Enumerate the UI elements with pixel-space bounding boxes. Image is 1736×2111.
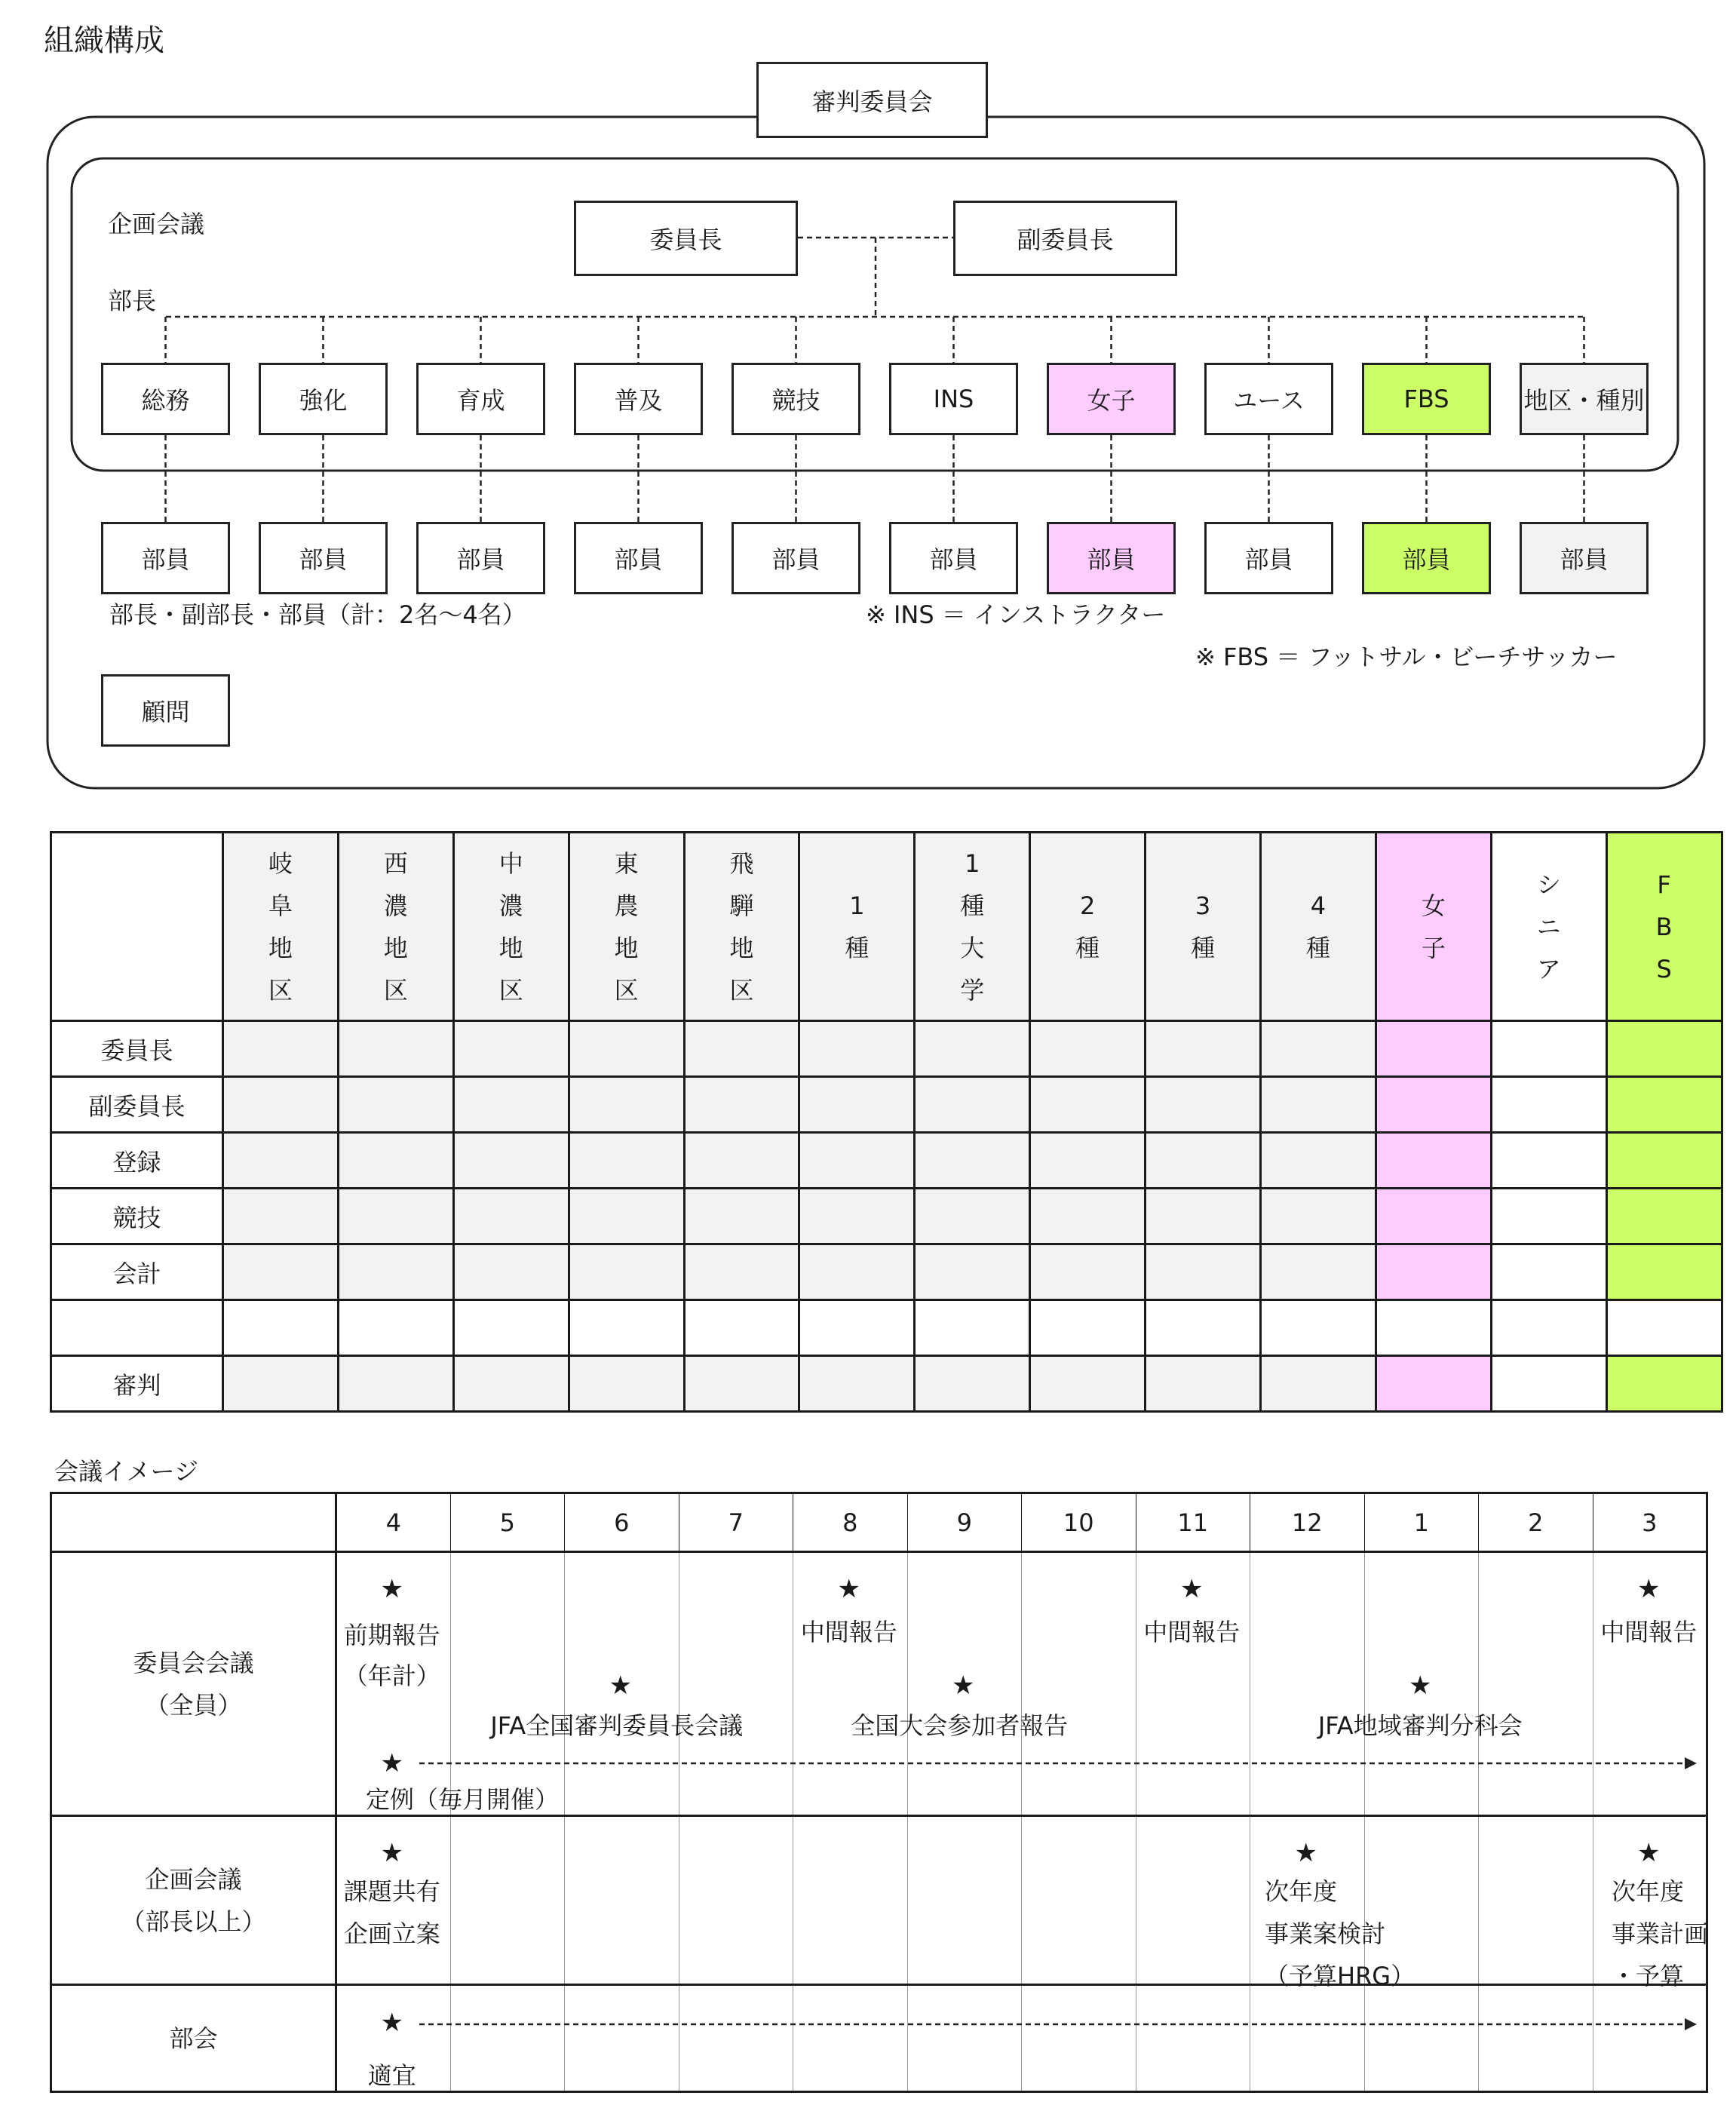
roles-cell: [1376, 1244, 1491, 1300]
roles-cell: [223, 1244, 339, 1300]
vice-chair-label: 副委員長: [1017, 226, 1114, 254]
roles-cell: [1376, 1077, 1491, 1133]
dept-chiku-shubetsu-member-box: [1520, 522, 1649, 594]
roles-cell: [799, 1021, 915, 1077]
member-label: 部員: [1087, 545, 1136, 574]
roles-cell: [1146, 1300, 1261, 1356]
star-icon: ★: [1409, 1671, 1432, 1701]
jfa-regional-meeting-label: JFA地域審判分科会: [1317, 1711, 1523, 1740]
roles-cell: [453, 1356, 569, 1412]
roles-cell: [1491, 1133, 1606, 1189]
members-note: 部長・副部長・部員（計：2名〜4名）: [109, 600, 526, 629]
roles-cell: [338, 1244, 453, 1300]
dept-somu-box: [101, 363, 230, 435]
schedule-cell: [336, 1552, 451, 1816]
roles-header-row: [51, 833, 1722, 1021]
planning-dec-label: （予算HRG）: [1265, 1962, 1415, 1990]
member-label: 部員: [1560, 545, 1609, 574]
planning-meeting-label: 企画会議: [108, 210, 205, 238]
schedule-row-label: 企画会議: [145, 1864, 242, 1894]
roles-cell: [1146, 1077, 1261, 1133]
dept-fbs-box: [1362, 363, 1491, 435]
roles-cell: [453, 1133, 569, 1189]
roles-column-header: [453, 833, 569, 1021]
schedule-cell: [907, 1552, 1022, 1816]
schedule-cell: [336, 1816, 451, 1985]
roles-column-header-text: 西濃地区: [383, 848, 408, 1005]
member-label: 部員: [929, 545, 978, 574]
roles-cell: [799, 1244, 915, 1300]
roles-cell: [1376, 1300, 1491, 1356]
roles-cell: [799, 1133, 915, 1189]
roles-column-header: [1376, 833, 1491, 1021]
roles-cell: [1030, 1133, 1146, 1189]
month-header: 9: [907, 1493, 1022, 1552]
schedule-cell: [565, 1816, 679, 1985]
roles-cell: [223, 1077, 339, 1133]
planning-mar-label: 次年度: [1612, 1877, 1685, 1906]
roles-cell: [684, 1189, 799, 1244]
annual-plan-label: （年計）: [343, 1661, 440, 1690]
schedule-row-header: [51, 1985, 336, 2092]
roles-cell: [1261, 1356, 1376, 1412]
department-head-label: 部長: [108, 287, 157, 315]
schedule-cell: [793, 1985, 908, 2092]
roles-column-header: [799, 833, 915, 1021]
schedule-cell: [1136, 1985, 1250, 2092]
roles-column-header: [338, 833, 453, 1021]
schedule-row-header: [51, 1816, 336, 1985]
star-icon: ★: [1180, 1574, 1204, 1604]
roles-cell: [338, 1133, 453, 1189]
roles-cell: [915, 1133, 1030, 1189]
roles-cell: [1030, 1244, 1146, 1300]
member-label: 部員: [299, 545, 348, 574]
roles-cell: [684, 1300, 799, 1356]
chair-label: 委員長: [649, 226, 722, 254]
schedule-cell: [679, 1985, 793, 2092]
dept-joshi-member-box: [1047, 522, 1176, 594]
roles-column-header: [1146, 833, 1261, 1021]
roles-column-header-text: 1種: [845, 891, 870, 962]
month-header: 5: [450, 1493, 565, 1552]
roles-column-header: [1491, 833, 1606, 1021]
roles-cell: [1491, 1077, 1606, 1133]
schedule-cell: [1593, 1816, 1707, 1985]
roles-column-header-text: 東農地区: [614, 848, 639, 1005]
regular-meeting-label: 定例（毎月開催）: [366, 1785, 560, 1814]
star-icon: ★: [380, 1838, 403, 1868]
schedule-row-committee: [51, 1552, 1707, 1816]
month-header: 11: [1136, 1493, 1250, 1552]
planning-mar-label: ・予算: [1612, 1962, 1685, 1990]
schedule-cell: [679, 1816, 793, 1985]
planning-apr-label: 課題共有: [343, 1877, 440, 1906]
roles-cell: [915, 1244, 1030, 1300]
star-icon: ★: [1637, 1574, 1661, 1604]
roles-column-header-text: 3種: [1191, 891, 1216, 962]
planning-dec-label: 事業案検討: [1265, 1919, 1386, 1948]
roles-column-header: [1030, 833, 1146, 1021]
dept-ins-box: [889, 363, 1018, 435]
roles-row: [51, 1133, 1722, 1189]
member-label: 部員: [1402, 545, 1451, 574]
dept-kyoka-box: [259, 363, 388, 435]
roles-cell: [569, 1077, 684, 1133]
vice-chair-box: [953, 201, 1177, 276]
roles-cell: [1491, 1021, 1606, 1077]
roles-cell: [1030, 1300, 1146, 1356]
roles-cell: [338, 1356, 453, 1412]
roles-cell: [338, 1077, 453, 1133]
star-icon: ★: [1294, 1838, 1317, 1868]
schedule-cell: [1136, 1552, 1250, 1816]
roles-cell: [1261, 1244, 1376, 1300]
roles-cell: [569, 1244, 684, 1300]
early-report-label: 前期報告: [343, 1621, 440, 1649]
roles-cell: [223, 1300, 339, 1356]
schedule-row-label: 委員会会議: [133, 1648, 254, 1677]
dept-kyoka-label: 強化: [299, 386, 348, 415]
star-icon: ★: [1637, 1838, 1661, 1868]
roles-cell: [1261, 1077, 1376, 1133]
roles-cell: [453, 1077, 569, 1133]
roles-cell: [799, 1300, 915, 1356]
dept-kyoka-member-box: [259, 522, 388, 594]
roles-cell: [569, 1189, 684, 1244]
roles-cell: [915, 1021, 1030, 1077]
schedule-cell: [1022, 1552, 1136, 1816]
roles-row-header: 委員長: [51, 1021, 223, 1077]
dept-youth-label: ユース: [1233, 386, 1305, 415]
roles-cell: [684, 1077, 799, 1133]
schedule-cell: [1250, 1552, 1365, 1816]
roles-cell: [453, 1021, 569, 1077]
schedule-cell: [679, 1552, 793, 1816]
roles-row-header: 登録: [51, 1133, 223, 1189]
schedule-cell: [1364, 1985, 1479, 2092]
roles-row: [51, 1356, 1722, 1412]
roles-cell: [1491, 1189, 1606, 1244]
roles-cell: [684, 1356, 799, 1412]
schedule-cell: [1479, 1985, 1593, 2092]
month-header: 8: [793, 1493, 908, 1552]
roles-cell: [569, 1133, 684, 1189]
schedule-cell: [907, 1985, 1022, 2092]
roles-cell: [1030, 1189, 1146, 1244]
roles-row: [51, 1189, 1722, 1244]
roles-column-header-text: 飛騨地区: [729, 848, 754, 1005]
roles-column-header: [684, 833, 799, 1021]
roles-cell: [569, 1356, 684, 1412]
roles-row: [51, 1244, 1722, 1300]
roles-cell: [915, 1356, 1030, 1412]
roles-column-header-text: 4種: [1305, 891, 1330, 962]
schedule-cell: [336, 1985, 451, 2092]
roles-cell: [1606, 1021, 1722, 1077]
dept-kyogi-box: [732, 363, 860, 435]
national-report-label: 全国大会参加者報告: [851, 1711, 1069, 1740]
page-title: 組織構成: [44, 23, 164, 58]
star-icon: ★: [380, 2008, 403, 2038]
roles-column-header-text: 女子: [1421, 891, 1446, 962]
schedule-cell: [793, 1552, 908, 1816]
schedule-cell: [907, 1816, 1022, 1985]
schedule-cell: [450, 1985, 565, 2092]
roles-cell: [1491, 1300, 1606, 1356]
dept-fukyu-box: [574, 363, 703, 435]
roles-cell: [1146, 1244, 1261, 1300]
roles-row-header: 会計: [51, 1244, 223, 1300]
star-icon: ★: [952, 1671, 975, 1701]
roles-column-header-text: 1種大学: [960, 848, 985, 1005]
roles-cell: [453, 1244, 569, 1300]
roles-cell: [453, 1189, 569, 1244]
roles-cell: [338, 1021, 453, 1077]
member-label: 部員: [614, 545, 663, 574]
roles-cell: [915, 1077, 1030, 1133]
schedule-cell: [1250, 1816, 1365, 1985]
roles-cell: [684, 1021, 799, 1077]
schedule-cell: [1479, 1552, 1593, 1816]
jfa-chairs-meeting-label: JFA全国審判委員長会議: [490, 1711, 744, 1740]
ins-note: ※ INS ＝ インストラクター: [866, 600, 1166, 629]
dept-youth-member-box: [1204, 522, 1333, 594]
roles-cell: [1491, 1244, 1606, 1300]
month-header: 2: [1479, 1493, 1593, 1552]
roles-cell: [223, 1133, 339, 1189]
schedule-cell: [1022, 1816, 1136, 1985]
dept-ikusei-box: [416, 363, 545, 435]
star-icon: ★: [380, 1574, 403, 1604]
meeting-section-title: 会議イメージ: [54, 1457, 199, 1486]
dept-ins-label: INS: [933, 385, 974, 413]
meeting-schedule-table: [50, 1492, 1708, 2093]
schedule-cell: [565, 1552, 679, 1816]
month-header: 12: [1250, 1493, 1365, 1552]
schedule-cell: [1364, 1816, 1479, 1985]
dept-ins-member-box: [889, 522, 1018, 594]
dept-fukyu-member-box: [574, 522, 703, 594]
advisor-label: 顧問: [141, 698, 190, 726]
member-label: 部員: [1244, 545, 1293, 574]
roles-cell: [1376, 1133, 1491, 1189]
planning-apr-label: 企画立案: [343, 1919, 440, 1948]
roles-cell: [1261, 1300, 1376, 1356]
month-header: 1: [1364, 1493, 1479, 1552]
dept-fbs-label: FBS: [1403, 385, 1449, 413]
roles-cell: [915, 1189, 1030, 1244]
roles-cell: [1261, 1021, 1376, 1077]
roles-column-header: [1606, 833, 1722, 1021]
mid-report-label: 中間報告: [800, 1618, 897, 1646]
month-header: 6: [565, 1493, 679, 1552]
month-header: 7: [679, 1493, 793, 1552]
schedule-cell: [1364, 1552, 1479, 1816]
roles-cell: [1606, 1300, 1722, 1356]
star-icon: ★: [609, 1671, 632, 1701]
dept-ikusei-member-box: [416, 522, 545, 594]
member-label: 部員: [141, 545, 190, 574]
roles-column-header-text: 2種: [1075, 891, 1100, 962]
schedule-header-row: [51, 1493, 1707, 1552]
roles-cell: [1030, 1077, 1146, 1133]
advisor-box: [101, 674, 230, 747]
as-needed-label: 適宜: [367, 2061, 416, 2090]
dept-kyogi-member-box: [732, 522, 860, 594]
schedule-row-planning: [51, 1816, 1707, 1985]
roles-cell: [223, 1189, 339, 1244]
roles-column-header: [223, 833, 339, 1021]
fbs-note: ※ FBS ＝ フットサル・ビーチサッカー: [1195, 643, 1618, 671]
schedule-cell: [1593, 1552, 1707, 1816]
roles-cell: [1030, 1356, 1146, 1412]
schedule-cell: [1136, 1816, 1250, 1985]
roles-row: [51, 1300, 1722, 1356]
roles-cell: [1376, 1021, 1491, 1077]
roles-cell: [1146, 1021, 1261, 1077]
planning-mar-label: 事業計画: [1612, 1919, 1709, 1948]
roles-cell: [1030, 1021, 1146, 1077]
month-header: 4: [336, 1493, 451, 1552]
chair-box: [574, 201, 798, 276]
roles-column-header-text: シニア: [1536, 870, 1561, 983]
schedule-row-label: 部会: [169, 2024, 218, 2053]
roles-cell: [453, 1300, 569, 1356]
roles-column-header-text: 岐阜地区: [268, 848, 293, 1005]
roles-cell: [1606, 1077, 1722, 1133]
roles-cell: [915, 1300, 1030, 1356]
roles-row: [51, 1077, 1722, 1133]
dept-kyogi-label: 競技: [771, 386, 820, 415]
committee-box: [756, 62, 988, 138]
roles-cell: [223, 1356, 339, 1412]
roles-row-header: [51, 1300, 223, 1356]
star-icon: ★: [837, 1574, 860, 1604]
month-header: 10: [1022, 1493, 1136, 1552]
planning-dec-label: 次年度: [1265, 1877, 1338, 1906]
roles-cell: [1606, 1244, 1722, 1300]
roles-row-header: 審判: [51, 1356, 223, 1412]
roles-cell: [1261, 1133, 1376, 1189]
dept-fukyu-label: 普及: [614, 386, 663, 415]
roles-cell: [1376, 1356, 1491, 1412]
mid-report-label: 中間報告: [1600, 1618, 1698, 1646]
roles-cell: [223, 1021, 339, 1077]
month-header: 3: [1593, 1493, 1707, 1552]
schedule-cell: [450, 1552, 565, 1816]
dept-somu-label: 総務: [141, 386, 190, 415]
schedule-cell: [1022, 1985, 1136, 2092]
roles-cell: [684, 1244, 799, 1300]
dept-chiku-shubetsu-box: [1520, 363, 1649, 435]
roles-cell: [1376, 1189, 1491, 1244]
dept-fbs-member-box: [1362, 522, 1491, 594]
schedule-cell: [1479, 1816, 1593, 1985]
roles-corner-cell: [51, 833, 223, 1021]
schedule-corner-cell: [51, 1493, 336, 1552]
roles-cell: [1606, 1356, 1722, 1412]
roles-column-header: [569, 833, 684, 1021]
roles-cell: [1146, 1356, 1261, 1412]
roles-table: [50, 831, 1723, 1413]
roles-cell: [338, 1300, 453, 1356]
roles-cell: [569, 1021, 684, 1077]
roles-cell: [1606, 1189, 1722, 1244]
roles-cell: [684, 1133, 799, 1189]
dept-youth-box: [1204, 363, 1333, 435]
schedule-cell: [565, 1985, 679, 2092]
roles-column-header: [915, 833, 1030, 1021]
mid-report-label: 中間報告: [1143, 1618, 1241, 1646]
roles-cell: [569, 1300, 684, 1356]
roles-cell: [799, 1356, 915, 1412]
committee-label: 審判委員会: [811, 87, 933, 116]
schedule-row-sublabel: （全員）: [145, 1690, 242, 1720]
schedule-cell: [1593, 1985, 1707, 2092]
roles-column-header-text: FBS: [1655, 870, 1673, 983]
dept-ikusei-label: 育成: [456, 386, 505, 415]
dept-joshi-box: [1047, 363, 1176, 435]
roles-cell: [799, 1189, 915, 1244]
roles-cell: [1146, 1189, 1261, 1244]
member-label: 部員: [456, 545, 505, 574]
roles-row-header: 競技: [51, 1189, 223, 1244]
dept-joshi-label: 女子: [1087, 386, 1136, 415]
roles-cell: [1146, 1133, 1261, 1189]
roles-cell: [1261, 1189, 1376, 1244]
roles-column-header-text: 中濃地区: [498, 848, 523, 1005]
dept-chiku-shubetsu-label: 地区・種別: [1523, 386, 1645, 415]
roles-cell: [1606, 1133, 1722, 1189]
member-label: 部員: [771, 545, 820, 574]
roles-cell: [1491, 1356, 1606, 1412]
star-icon: ★: [380, 1748, 403, 1778]
roles-row-header: 副委員長: [51, 1077, 223, 1133]
roles-cell: [338, 1189, 453, 1244]
roles-cell: [799, 1077, 915, 1133]
schedule-cell: [793, 1816, 908, 1985]
schedule-cell: [1250, 1985, 1365, 2092]
schedule-row-section: [51, 1985, 1707, 2092]
schedule-row-sublabel: （部長以上）: [121, 1907, 266, 1936]
dept-somu-member-box: [101, 522, 230, 594]
schedule-cell: [450, 1816, 565, 1985]
roles-row: [51, 1021, 1722, 1077]
schedule-row-header: [51, 1552, 336, 1816]
roles-column-header: [1261, 833, 1376, 1021]
